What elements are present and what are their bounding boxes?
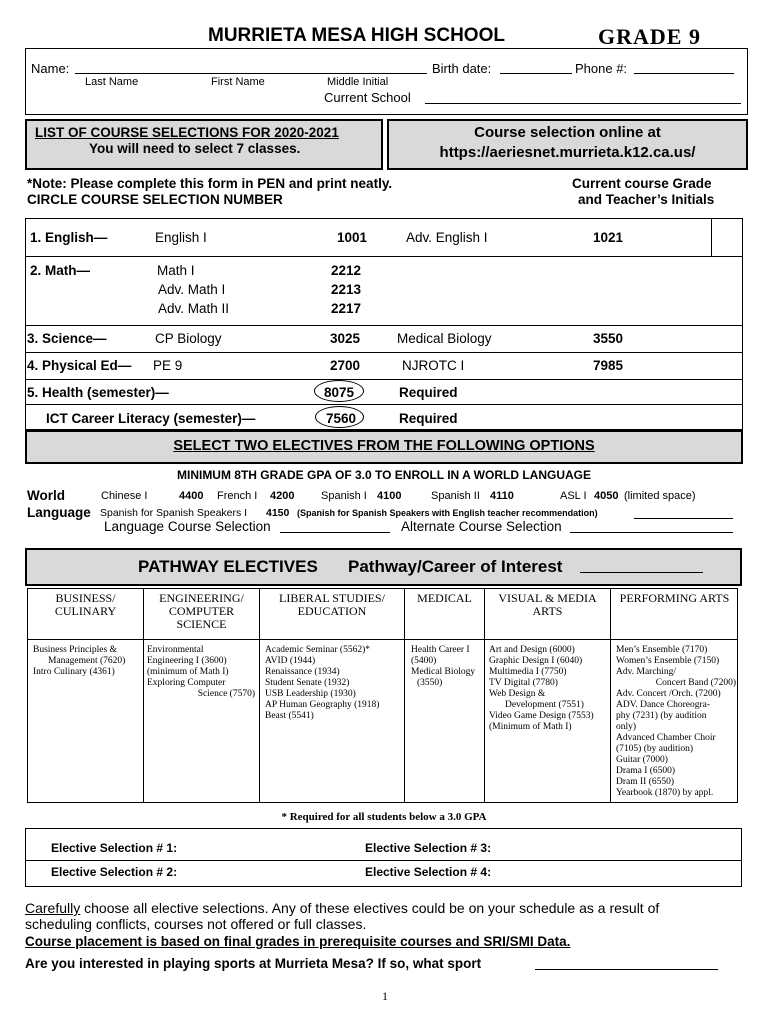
science-number-2[interactable]: 3550: [593, 331, 624, 346]
phone-label: Phone #:: [575, 61, 628, 76]
elective-selection-1[interactable]: Elective Selection # 1:: [51, 841, 178, 855]
spanish1-course: Spanish I: [321, 490, 367, 502]
science-course-1: CP Biology: [155, 331, 222, 346]
spanish2-course: Spanish II: [431, 490, 480, 502]
gpa-note: MINIMUM 8TH GRADE GPA OF 3.0 TO ENROLL IN A WORLD LANGUAGE: [176, 468, 591, 482]
elective-selection-4[interactable]: Elective Selection # 4:: [365, 865, 492, 879]
birth-date-field[interactable]: [500, 62, 572, 74]
health-number[interactable]: 8075: [324, 385, 355, 400]
grade-label: GRADE 9: [598, 24, 701, 49]
spanish2-number[interactable]: 4110: [490, 490, 514, 502]
pe-number-1[interactable]: 2700: [330, 358, 361, 373]
french-course: French I: [217, 490, 258, 502]
current-school-label: Current School: [324, 90, 411, 105]
engineering-courses: Environmental Engineering I (3600) (minimum of Math I) Exploring Computer Science (7570): [147, 645, 255, 699]
name-label: Name:: [31, 61, 70, 76]
note-right2: and Teacher’s Initials: [578, 192, 715, 207]
gpa-footnote: * Required for all students below a 3.0 GPA: [281, 811, 487, 823]
chinese-course: Chinese I: [101, 490, 148, 502]
first-name-label: First Name: [211, 76, 265, 88]
pathway-interest-label: Pathway/Career of Interest: [348, 557, 563, 576]
english-label: 1. English—: [30, 230, 108, 245]
last-name-label: Last Name: [85, 76, 139, 88]
elective-selection-3[interactable]: Elective Selection # 3:: [365, 841, 492, 855]
sports-field[interactable]: [535, 958, 718, 970]
sss-number[interactable]: 4150: [266, 507, 290, 519]
medical-courses: Health Career I (5400) Medical Biology (3550): [411, 645, 476, 688]
chinese-number[interactable]: 4400: [179, 490, 204, 502]
alternate-selection-label: Alternate Course Selection: [401, 519, 562, 534]
asl-number[interactable]: 4050: [594, 490, 619, 502]
note-right1: Current course Grade: [572, 176, 712, 191]
english-number-2[interactable]: 1021: [593, 230, 624, 245]
health-label: 5. Health (semester)—: [27, 385, 169, 400]
pe-course-1: PE 9: [153, 358, 183, 373]
name-field[interactable]: [75, 62, 427, 74]
pe-number-2[interactable]: 7985: [593, 358, 624, 373]
math-course-3: Adv. Math II: [158, 301, 230, 316]
current-school-field[interactable]: [425, 92, 741, 104]
ict-required: Required: [399, 411, 458, 426]
math-course-1: Math I: [157, 263, 195, 278]
asl-course: ASL I: [560, 490, 587, 502]
business-courses: Business Principles & Management (7620) Intro Culinary (4361): [33, 645, 126, 677]
elective-selection-2[interactable]: Elective Selection # 2:: [51, 865, 178, 879]
sports-question: Are you interested in playing sports at Murrieta Mesa? If so, what sport: [25, 956, 482, 971]
middle-initial-label: Middle Initial: [327, 76, 389, 88]
ict-label: ICT Career Literacy (semester)—: [46, 411, 256, 426]
online-selection-url[interactable]: https://aeriesnet.murrieta.k12.ca.us/: [439, 144, 696, 161]
language-selection-field[interactable]: [280, 521, 390, 533]
sss-field[interactable]: [634, 507, 733, 519]
header-performing-arts: PERFORMING ARTS: [619, 591, 730, 605]
asl-note: (limited space): [624, 490, 696, 502]
french-number[interactable]: 4200: [270, 490, 295, 502]
math-number-1[interactable]: 2212: [331, 263, 362, 278]
spanish1-number[interactable]: 4100: [377, 490, 402, 502]
pathway-interest-field[interactable]: [580, 561, 703, 573]
math-number-2[interactable]: 2213: [331, 282, 362, 297]
note-line2: CIRCLE COURSE SELECTION NUMBER: [27, 192, 283, 207]
course-selections-subtitle: You will need to select 7 classes.: [89, 141, 301, 156]
careful-word: Carefully: [25, 900, 81, 916]
header-business: BUSINESS/ CULINARY: [54, 591, 117, 618]
language-selection-label: Language Course Selection: [104, 519, 271, 534]
course-selections-title: LIST OF COURSE SELECTIONS FOR 2020-2021: [35, 125, 339, 140]
sss-course: Spanish for Spanish Speakers I: [100, 507, 248, 519]
online-selection-line1: Course selection online at: [474, 124, 661, 141]
language-label: Language: [27, 505, 91, 520]
math-course-2: Adv. Math I: [158, 282, 226, 297]
ict-number[interactable]: 7560: [326, 411, 357, 426]
health-required: Required: [399, 385, 458, 400]
math-number-3[interactable]: 2217: [331, 301, 362, 316]
careful-rest: choose all elective selections. Any of these electives could be on your schedule as a result of: [80, 900, 660, 916]
english-course-1: English I: [155, 230, 207, 245]
liberal-studies-courses: Academic Seminar (5562)* AVID (1944) Renaissance (1934) Student Senate (1932) USB Leadership (1930) AP Human Geography (1918) Beast (5541): [265, 645, 380, 721]
english-number-1[interactable]: 1001: [337, 230, 368, 245]
pe-label: 4. Physical Ed—: [27, 358, 132, 373]
header-engineering: ENGINEERING/ COMPUTER SCIENCE: [159, 591, 244, 631]
pe-course-2: NJROTC I: [402, 358, 465, 373]
world-label: World: [27, 488, 65, 503]
placement-note: Course placement is based on final grades in prerequisite courses and SRI/SMI Data.: [25, 934, 571, 949]
header-medical: MEDICAL: [417, 591, 472, 605]
science-course-2: Medical Biology: [397, 331, 492, 346]
birth-date-label: Birth date:: [432, 61, 492, 76]
header-visual-media: VISUAL & MEDIA ARTS: [498, 591, 597, 618]
header-liberal-studies: LIBERAL STUDIES/ EDUCATION: [279, 591, 385, 618]
note-line1: *Note: Please complete this form in PEN and print neatly.: [27, 176, 393, 191]
alternate-selection-field[interactable]: [570, 521, 733, 533]
pathway-title: PATHWAY ELECTIVES: [138, 557, 318, 576]
school-title: MURRIETA MESA HIGH SCHOOL: [208, 25, 505, 46]
math-label: 2. Math—: [30, 263, 91, 278]
sss-note: (Spanish for Spanish Speakers with English teacher recommendation): [297, 508, 598, 518]
careful-note-line2: scheduling conflicts, courses not offered or full classes.: [25, 916, 367, 932]
page-number: 1: [382, 989, 388, 1003]
english-course-2: Adv. English I: [406, 230, 488, 245]
science-label: 3. Science—: [27, 331, 107, 346]
science-number-1[interactable]: 3025: [330, 331, 361, 346]
visual-media-courses: Art and Design (6000) Graphic Design I (6040) Multimedia I (7750) TV Digital (7780) Web Design & Development (7551) Video Game Design (7553) (Minimum of Math I): [489, 645, 594, 732]
performing-arts-courses: Men’s Ensemble (7170) Women’s Ensemble (7150) Adv. Marching/ Concert Band (7200) Adv. Concert /Orch. (7200) ADV. Dance Choreogra- phy (7231) (by audition only) Advanced Chamber Choir (7105) (by audition) Guitar (7000) Drama I (6500) Dram II (6550) Yearbook (1870) by appl.: [616, 645, 736, 798]
careful-note: [25, 900, 659, 916]
electives-banner-text: SELECT TWO ELECTIVES FROM THE FOLLOWING OPTIONS: [173, 438, 595, 454]
phone-field[interactable]: [634, 62, 734, 74]
